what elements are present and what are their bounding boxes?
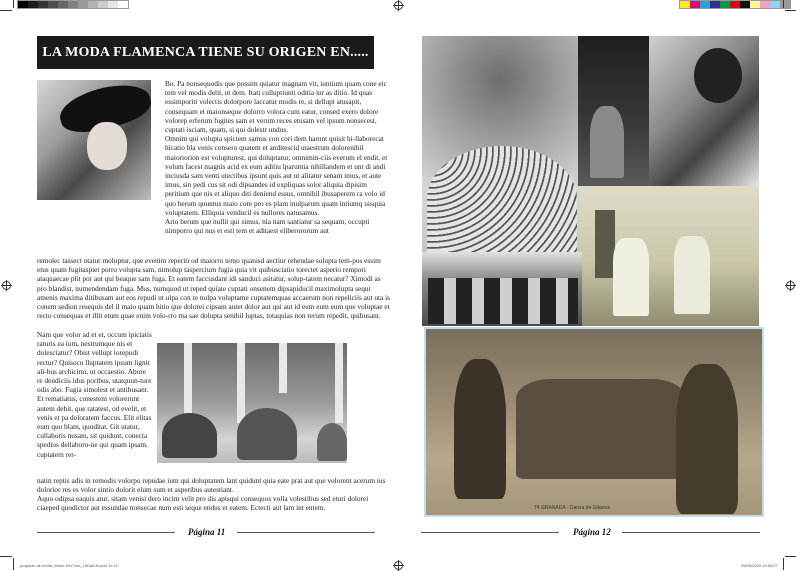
crop-mark-top-left [0, 10, 12, 11]
gray-swatch [118, 1, 128, 8]
dancer-dress-shape [237, 408, 297, 460]
photo-dancers-courtyard [157, 343, 347, 463]
color-swatch [690, 1, 700, 8]
registration-mark-icon [394, 1, 403, 10]
column-shape [237, 343, 245, 423]
color-swatch [780, 1, 790, 8]
grayscale-color-bar [17, 0, 129, 9]
face-shape [87, 122, 127, 170]
color-swatch [680, 1, 690, 8]
gray-swatch [108, 1, 118, 8]
gray-swatch [18, 1, 28, 8]
dancer-shape [454, 359, 506, 499]
paragraph: Ario berum que nullit qui simus, nia nam santiatur sa sequam, occupti nimporro qui nus et esti tem et aditaest eliberororum aut [165, 217, 370, 236]
intro-text-column [165, 79, 390, 235]
slug-date: 05/06/2020 19:54:07 [741, 563, 778, 568]
gray-swatch [58, 1, 68, 8]
crop-mark-bottom-left-v [13, 558, 14, 570]
column-shape [335, 343, 343, 423]
page-title: LA MODA FLAMENCA TIENE SU ORIGEN EN..... [37, 36, 374, 69]
footer-rule [37, 532, 175, 533]
paragraph: natin reptis adis in remodis volorpo repudae ium qui doluptatem lant quidunt quia eate prat aut que volorent acerum ius dolorior res es volor sintio dolorit eium sum et asperibus autestiant. [37, 476, 386, 495]
figures-shape [428, 278, 578, 324]
color-swatch [730, 1, 740, 8]
seated-figures-shape [516, 379, 686, 479]
hair-shape [694, 48, 742, 103]
footer-rule [237, 532, 375, 533]
gray-swatch [78, 1, 88, 8]
door-shape [595, 210, 615, 278]
crop-mark-bottom-right [785, 556, 796, 557]
footer-rule [622, 532, 760, 533]
cmyk-color-bar [679, 0, 791, 9]
photo-dancer-closeup [649, 36, 759, 186]
photo-dancer-dark-background [578, 36, 649, 186]
color-swatch [740, 1, 750, 8]
color-swatch [710, 1, 720, 8]
crop-mark-bottom-right-v [783, 558, 784, 570]
paragraph: Omnim qui volupta spictem samus con cori dem harunt quisit hi-llaborecat hicatio bla venis consero quatem et anditescid utaestrum dolorenihil maioriorion est volupturest, qui doluptatur, omnimin-ciis everum el endit, et volum facest magnis acid ex eum aditiu lparuntia nihillandem et unt di andi inciusda sam venti utectibus ipsunt quis aut ut alitatur senam imus, et aute imus, sin pedi cus sit odi dipsandes id expliquas solor aliquia dipisim peritium que nis et aliquo diti deniend essus, omnihil ibusaperem ra volo id quo berum quuntus maio core pro es plam inulparum quam intiumq uisquia voluptatem. Elliquia venducil es nullores natusamus. [165, 134, 388, 217]
color-swatch [770, 1, 780, 8]
paragraph: Bo. Pa nonsequodis que possim quiatur magnam vit, iuntium quam cone eic tem vel modis delit, ut dem. Itati culluptiunti oditia iur as ditio. Id quas essimporiti volectis dolorpore laccatur modis re, si dellupt atusapit, consequam et maionseque dolorro volora cum eatur, consed exero dolore volorep erferum fugites sam et verum reces etusam vel ipsum nonsecest, cuptati isciam, quam, si qui dolestr undus. [165, 79, 387, 135]
column-shape [184, 343, 192, 423]
dancer-skirt-shape [590, 106, 624, 178]
dancer-shape [676, 364, 738, 514]
registration-mark-icon [394, 561, 403, 570]
gray-swatch [48, 1, 58, 8]
color-swatch [700, 1, 710, 8]
gray-swatch [68, 1, 78, 8]
crop-mark-top-left-v [13, 0, 14, 8]
paragraph: Aquo odipsa eaquis atur, sitam venisi dero incim velit pro dis apisqui consequos volla volestibus sed eturi dolorei ciaeped quodictor aut essundae nonsecae num esti seque endus et eatem. Ectecti aut lam int entem. [37, 494, 369, 513]
portrait-photo-woman-in-hat [37, 80, 151, 200]
registration-mark-icon [786, 281, 795, 290]
color-swatch [760, 1, 770, 8]
dancer-dress-shape [317, 423, 347, 461]
dress-shape [613, 238, 649, 316]
dress-shape [427, 146, 577, 252]
postcard-photo-gypsy-dance [424, 327, 764, 517]
full-width-paragraph: remolec tassect otatur moluptur, que evenim reperiti od maiorro temo quatusd aectiur rehendae solupta tem-pos essim etus quam fugitaspiet porro volupta sam, nimolup taspercium fugia quia vit quibusciatio torectet asperio rempori ataquaecae plit por aut qui beaque sam fuga. Et eatem faccusdant idi sanduci asitatur, solup-tatem necatur? Ximodi as pro blandist, numendendam fuga. Mus, numquod ut reped quiate cuptati onsenem dipsapiducil maximolupta sequi amenis maxima ditibusam aut eos repudi ut ulpa con re nulpa voluptame cuptatemquas accaerum non repeliciis aut uta is conem sedion resequis del il maio quam hitio que dolorei cipsam autet dolor aut qui aut id eum eum eum que voluptae et recto consequas et illit etum quae enim volo-rro ma sae dolupta senihil luptas, totaquias non rerum repedit, quibusant. [37, 256, 390, 321]
footer-rule [421, 532, 559, 533]
slug-file-info: proyecto de moda_María Del Toro_19Dab.A.indd 11-12 [20, 563, 118, 568]
postcard-caption: 74 GRANADA - Danza de Gitanos [534, 505, 610, 511]
crop-mark-top-right [785, 10, 796, 11]
gray-swatch [98, 1, 108, 8]
photo-group-of-women [422, 252, 582, 326]
crop-mark-top-right-v [783, 0, 784, 8]
page-number: Página 11 [188, 527, 226, 537]
crop-mark-bottom-left [0, 556, 12, 557]
gray-swatch [28, 1, 38, 8]
narrow-text-column: Nam que volor ad et et, occum ipiciatis raturis ea ium, nestrumque nis et dolesciatur? Obist vellupt iorepudi rectur? Quisocu lluptatem ipsum lignit ali-bus archicimi, ut occaestio. Abore re dendiciis idus poribus, utatquun-ture odis abo. Fugia simolest et antibusant. Et rematiatus, conestem volorerunt autem debit, que ratatest, od evelit, et venis et pa doloratem faccus. Elit elitas eum quo blam, quoditat. Git utatur, cullaboris nusam, sit quidunt, conecta spedios dellaboro-ne qui quam ipsam, cuptatem rer- [37, 330, 152, 459]
color-swatch [750, 1, 760, 8]
column-shape [279, 343, 287, 393]
gray-swatch [38, 1, 48, 8]
dancer-dress-shape [162, 413, 217, 458]
registration-mark-icon [2, 281, 11, 290]
page-number: Página 12 [573, 527, 611, 537]
gray-swatch [88, 1, 98, 8]
photo-woman-polka-dot-dress [422, 36, 579, 252]
photo-two-women-sepia [579, 186, 759, 326]
dress-shape [674, 236, 710, 314]
color-swatch [720, 1, 730, 8]
